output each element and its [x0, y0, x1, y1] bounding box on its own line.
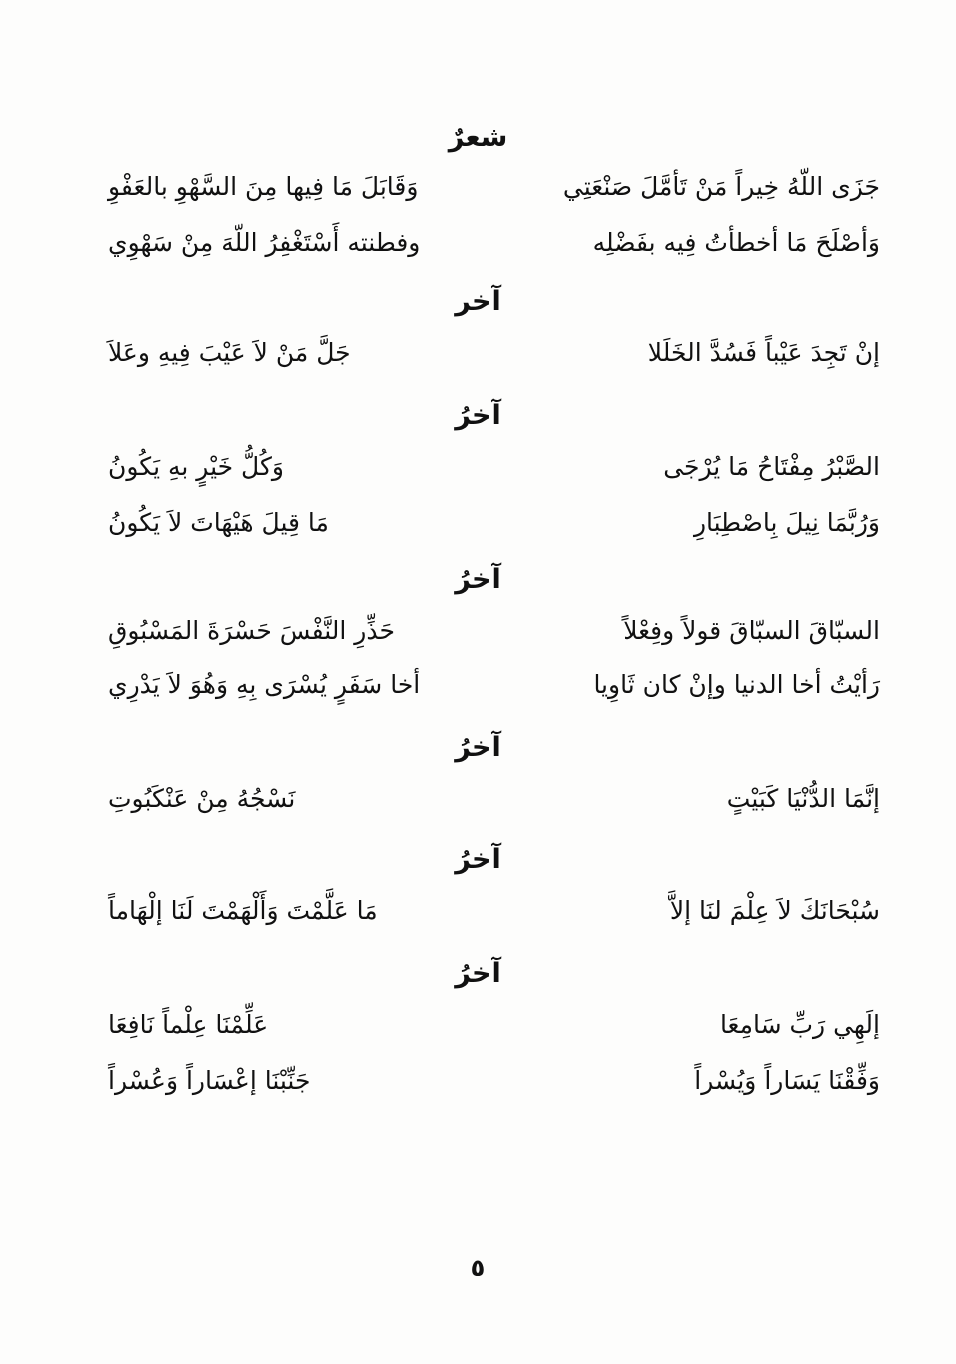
verse-line	[108, 1058, 880, 1104]
verse-line	[108, 444, 880, 490]
verse-second-hemistich: جَنِّبْنَا إعْسَاراً وَعُسْراً	[108, 1066, 311, 1095]
poem-heading: آخر	[455, 286, 501, 317]
verse-line	[108, 1002, 880, 1048]
verse-line	[108, 164, 880, 210]
verse-second-hemistich: حَذِّرِ النَّفْسَ حَسْرَةَ المَسْبُوقِ	[108, 616, 395, 645]
verse-first-hemistich: إلَهِي رَبِّ سَامِعَا	[719, 1010, 880, 1039]
page-number: ٥	[470, 1254, 486, 1282]
verse-first-hemistich: وَأصْلَحَ مَا أخطأتُ فِيه بفَضْلِه	[592, 228, 880, 257]
verse-first-hemistich: السبّاقَ السبّاقَ قولاً وفِعْلاً	[623, 616, 880, 645]
verse-first-hemistich: وَفِّقْنَا يَسَاراً وَيُسْراً	[694, 1066, 880, 1095]
verse-second-hemistich: أخا سَفَرٍ يُسْرَى بِهِ وَهُوَ لاَ يَدْرِي	[108, 670, 421, 699]
verse-first-hemistich: وَرُبَّمَا نِيلَ بِاصْطِبَارِ	[693, 508, 880, 537]
verse-first-hemistich: الصَّبْرُ مِفْتَاحُ مَا يُرْجَى	[663, 452, 880, 481]
verse-line	[108, 330, 880, 376]
verse-second-hemistich: مَا عَلَّمْتَ وَأَلْهَمْتَ لَنَا إلْهَاماً	[108, 896, 378, 925]
verse-first-hemistich: رَأيْتُ أخا الدنيا وإنْ كان ثَاوِيا	[593, 670, 880, 699]
verse-second-hemistich: مَا قِيلَ هَيْهَاتَ لاَ يَكُونُ	[108, 508, 329, 537]
verse-first-hemistich: سُبْحَانَكَ لاَ عِلْمَ لنَا إلاَّ	[669, 896, 880, 925]
verse-line	[108, 662, 880, 708]
poem-heading: شعرٌ	[448, 122, 508, 153]
verse-line	[108, 220, 880, 266]
verse-line	[108, 776, 880, 822]
poem-heading: آخرُ	[455, 400, 501, 431]
verse-first-hemistich: إنَّمَا الدُّنْيَا كَبَيْتٍ	[726, 784, 880, 813]
verse-second-hemistich: نَسْجُهُ مِنْ عَنْكَبُوتِ	[108, 784, 296, 813]
poem-heading: آخرُ	[455, 958, 501, 989]
verse-first-hemistich: إنْ تَجِدَ عَيْباً فَسُدَّ الخَلَلا	[647, 338, 880, 367]
verse-second-hemistich: وفطنته أَسْتَغْفِرُ اللّهَ مِنْ سَهْوِي	[108, 228, 421, 257]
verse-line	[108, 888, 880, 934]
poem-heading: آخرُ	[455, 564, 501, 595]
verse-second-hemistich: وَقَابَلَ مَا فِيها مِنَ السَّهْوِ بالعَفْوِ	[108, 172, 419, 201]
poem-heading: آخرُ	[455, 732, 501, 763]
verse-second-hemistich: عَلِّمْنَا عِلْماً نَافِعَا	[108, 1010, 269, 1039]
verse-line	[108, 608, 880, 654]
verse-first-hemistich: جَزَى اللّهُ خِيراً مَنْ تَأمَّلَ صَنْعَتِي	[562, 172, 880, 201]
verse-line	[108, 500, 880, 546]
verse-second-hemistich: جَلَّ مَنْ لاَ عَيْبَ فِيهِ وعَلاَ	[108, 338, 351, 367]
verse-second-hemistich: وَكُلُّ خَيْرٍ بهِ يَكُونُ	[108, 452, 284, 481]
poem-heading: آخرُ	[455, 844, 501, 875]
